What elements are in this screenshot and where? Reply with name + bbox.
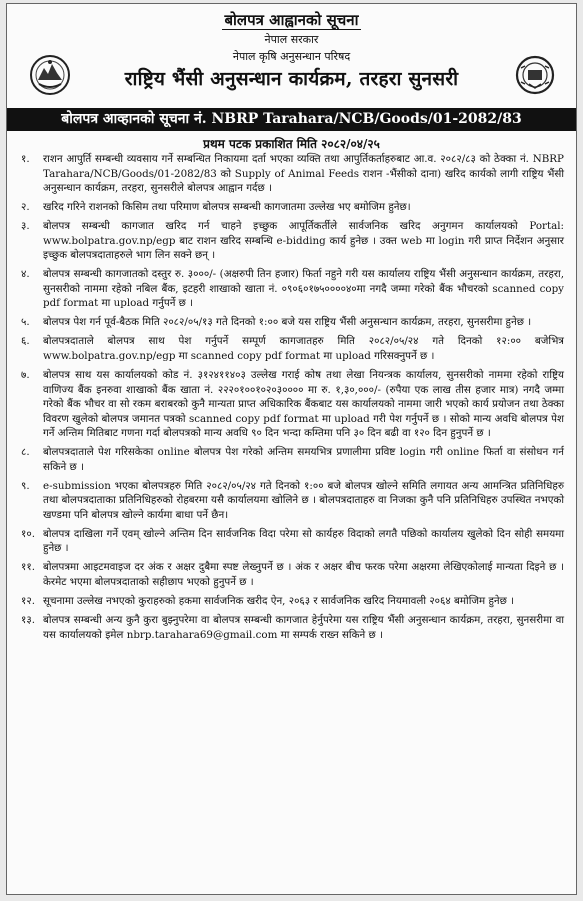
list-item: ८. बोलपत्रदाताले पेश गरिसकेका online बोलपत्र पेश गरेको अन्तिम समयभित्र प्रणालीमा प्रविष्ट login गरी online फिर्ता वा संसोधन गर्न सकिने छ । (21, 446, 564, 473)
list-item: ५. बोलपत्र पेश गर्न पूर्व-बैठक मिति २०८२/०५/१३ गते दिनको १:०० बजे यस राष्ट्रिय भैंसी अनुसन्धान कार्यक्रम, तरहरा, सुनसरीमा हुनेछ । (21, 316, 532, 329)
list-item: १२. सूचनामा उल्लेख नभएको कुराहरुको हकमा सार्वजनिक खरीद ऐन, २०६३ र सार्वजनिक खरिद नियमावली २०६४ बमोजिम हुनेछ । (21, 595, 515, 608)
list-item: ३. बोलपत्र सम्बन्धी कागजात खरिद गर्न चाहने इच्छुक आपूर्तिकर्तीले सार्वजनिक खरिद अनुगमन कार्यालयको Portal: www.bolpatra.gov.np/egp बाट राशन खरिद सम्बन्धि e-bidding कार्य हुनेछ । उक्त web मा login गरी प्राप्त निर्देशन अनुसार इच्छुक बोलपत्रदाताहरुले भाग लिन सक्ने छन् । (21, 220, 564, 262)
list-item: ११. बोलपत्रमा आइटमवाइज दर अंक र अक्षर दुबैमा स्पष्ट लेख्नुपर्ने छ । अंक र अक्षर बीच फरक परेमा अक्षरमा लेखिएकोलाई मान्यता दिइने छ । केरमेट भएमा बोलपत्रदाताको सहीछाप भएको हुनुपर्ने छ । (21, 561, 564, 588)
list-item: ७. बोलपत्र साथ यस कार्यालयको कोड नं. ३१२४११४०३ उल्लेख गराई कोष तथा लेखा नियन्त्रक कार्यालय, सुनसरीको नाममा रहेको राष्ट्रिय वाणिज्य बैंक इनरुवा शाखाको बैंक खाता नं. २२२०१००१०२०३०००० मा रु. १,३०,०००/- (रुपैया एक लाख तीस हजार मात्र) नगदै जम्मा गरेको बैंक भौचर वा सो रकम बराबरको कुनै मान्यता प्राप्त अधिकारिक बैंकबाट यस कार्यालयको नाममा जारी भएको कार्य प्रयोजन तथा ठेक्का विवरण खुलेको बोलपत्र जमानत पत्रको scanned copy pdf format मा upload गरी पेश गर्नुपर्ने छ । सोको मान्य अवधि बोलपत्र पेश गर्ने अन्तिम मितिबाट गणना गर्दा बोलपत्रको मान्य अवधि ९० दिन भन्दा कम्तिमा पनि ३० दिन बढी वा १२० दिन हुनुपर्ने छ । (21, 369, 564, 440)
program-name: राष्ट्रिय भैंसी अनुसन्धान कार्यक्रम, तरहरा सुनसरी (124, 68, 459, 90)
list-item: १०. बोलपत्र दाखिला गर्ने एवम् खोल्ने अन्तिम दिन सार्वजनिक विदा परेमा सो कार्यहरु विदाको लगतै पछिको कार्यालय खुलेको दिन सोही समयमा हुनेछ । (21, 527, 564, 555)
list-item: १३. बोलपत्र सम्बन्धी अन्य कुनै कुरा बुझ्नुपरेमा वा बोलपत्र सम्बन्धी कागजात हेर्नुपरेमा यस राष्ट्रिय भैंसी अनुसन्धान कार्यक्रम, तरहरा, सुनसरीमा वा यस कार्यालयको इमेल nbrp.tarahara69@gmail.com मा सम्पर्क राख्न सकिने छ । (21, 614, 564, 641)
first-publication-date: प्रथम पटक प्रकाशित मिति २०८२/०४/२५ (203, 137, 380, 151)
notice-items (21, 152, 564, 647)
notice-heading: बोलपत्र आह्वानको सूचना (224, 11, 359, 29)
notice-sheet (6, 3, 577, 895)
list-item: ४. बोलपत्र सम्बन्धी कागजातको दस्तुर रु. ३०००/- (अक्षरुपी तिन हजार) फिर्ता नहुने गरी यस कार्यालय राष्ट्रिय भैंसी अनुसन्धान कार्यक्रम, तरहरा, सुनसरीको नाममा रहेको नबिल बैंक, इटहरी शाखाको खाता नं. ०९०६०१७५००००४०मा नगदै जम्मा गरेको बैंक भौचरको scanned copy pdf format मा upload गर्नुपर्ने छ । (21, 268, 564, 310)
notice-number-banner: बोलपत्र आव्हानको सूचना नं. NBRP Tarahara/NCB/Goods/01-2082/83 (7, 108, 576, 131)
list-item: ६. बोलपत्रदाताले बोलपत्र साथ पेश गर्नुपर्ने सम्पूर्ण कागजातहरु मिति २०८२/०५/२४ गते दिनको १२:०० बजेभित्र www.bolpatra.gov.np/egp मा scanned copy pdf format मा upload गरिसक्नुपर्ने छ । (21, 335, 564, 362)
narc-logo-icon (515, 54, 555, 96)
list-item: ९. e-submission भएका बोलपत्रहरु मिति २०८२/०५/२४ गते दिनको १:०० बजे बोलपत्र खोल्ने समिति लगायत अन्य आमन्त्रित प्रतिनिधिहरु तथा बोलपत्रदाताका प्रतिनिधिहरुको रोहबरमा यसै कार्यालयमा खोलिने छ । बोलपत्रदाताहरु वा निजका कुनै पनि प्रतिनिधिहरु उपस्थित नभएको खण्डमा पनि बोलपत्र खोल्ने कार्यमा बाधा पर्ने छैन। (21, 479, 564, 521)
list-item: २. खरिद गरिने राशनको किसिम तथा परिमाण बोलपत्र सम्बन्धी कागजातमा उल्लेख भए बमोजिम हुनेछ। (21, 201, 411, 214)
nepal-emblem-icon (29, 54, 71, 96)
government-name: नेपाल सरकार (264, 33, 319, 46)
list-item: १. राशन आपुर्ति सम्बन्धी व्यवसाय गर्ने सम्बन्धित निकायमा दर्ता भएका व्यक्ति तथा आपुर्तिकर्ताहरुबाट आ.व. २०८२/८३ को ठेक्का नं. NBRP Tarahara/NCB/Goods/01-2082/83 को Supply of Animal Feeds राशन -भैंसीको दाना) खरिद कार्यको लागी राष्ट्रिय भैंसी अनुसन्धान कार्यक्रम, तरहरा, सुनसरीले बोलपत्र आह्वान गर्दछ । (21, 153, 564, 194)
council-name: नेपाल कृषि अनुसन्धान परिषद (232, 50, 351, 63)
